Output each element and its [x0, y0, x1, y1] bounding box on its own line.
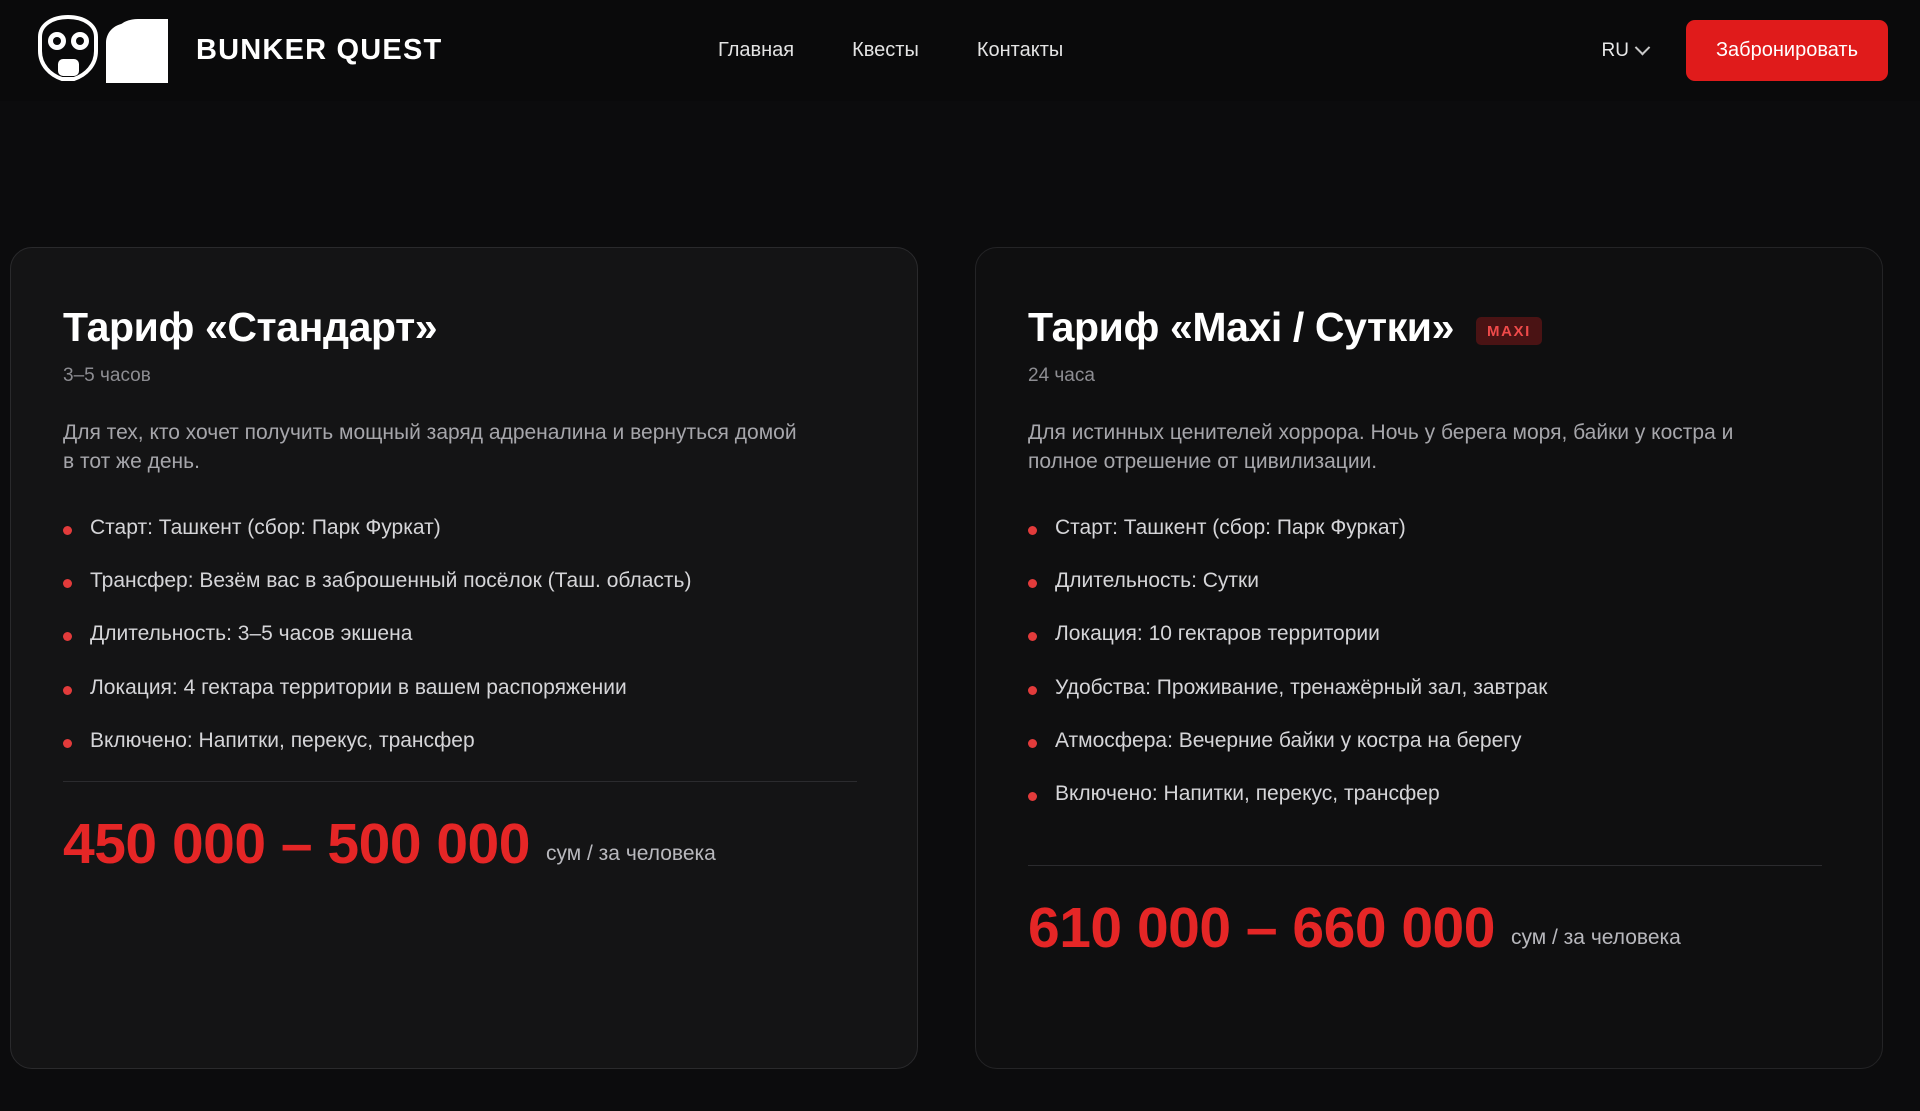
card-description: Для истинных ценителей хоррора. Ночь у берега моря, байки у костра и полное отрешение от цивилизации. — [1028, 421, 1734, 473]
feature-text: Старт: Ташкент (сбор: Парк Фуркат) — [90, 515, 441, 539]
card-header — [1028, 304, 1822, 351]
brand[interactable] — [28, 13, 442, 89]
feature-text: Атмосфера: Вечерние байки у костра на берегу — [1055, 728, 1522, 752]
pricing-card-maxi — [975, 247, 1883, 1069]
pricing-cards — [0, 101, 1920, 1069]
feature-text: Длительность: 3–5 часов экшена — [90, 622, 413, 646]
list-item — [1028, 568, 1822, 594]
card-title: Тариф «Стандарт» — [63, 304, 438, 350]
nav-item-quests[interactable]: Квесты — [852, 39, 919, 61]
bullet-dot-icon — [63, 632, 72, 641]
price-row — [1028, 896, 1822, 961]
feature-text: Удобства: Проживание, тренажёрный зал, завтрак — [1055, 675, 1548, 699]
price-unit: сум / за человека — [1510, 926, 1681, 950]
card-title: Тариф «Maxi / Сутки» — [1028, 304, 1454, 350]
list-item — [1028, 781, 1822, 807]
main-nav — [718, 0, 1063, 101]
feature-text: Локация: 4 гектара территории в вашем распоряжении — [90, 675, 627, 699]
bullet-dot-icon — [63, 739, 72, 748]
status-badge: MAXI — [1476, 317, 1542, 345]
list-item — [63, 621, 857, 647]
price-row — [63, 812, 857, 877]
bullet-dot-icon — [1028, 686, 1037, 695]
language-switcher[interactable] — [1602, 40, 1648, 62]
list-item — [1028, 675, 1822, 701]
language-label: RU — [1601, 39, 1629, 61]
list-item — [1028, 621, 1822, 647]
bullet-dot-icon — [1028, 792, 1037, 801]
card-description: Для тех, кто хочет получить мощный заряд адреналина и вернуться домой в тот же день. — [63, 421, 797, 473]
list-item — [63, 675, 857, 701]
feature-list — [63, 515, 857, 754]
feature-text: Включено: Напитки, перекус, трансфер — [90, 728, 475, 752]
nav-item-home[interactable]: Главная — [718, 39, 795, 61]
feature-text: Локация: 10 гектаров территории — [1055, 622, 1380, 646]
price-value: 450 000 – 500 000 — [63, 812, 530, 877]
bullet-dot-icon — [1028, 739, 1037, 748]
nav-item-contacts[interactable]: Контакты — [976, 39, 1064, 61]
book-button[interactable]: Забронировать — [1686, 20, 1888, 81]
card-duration: 3–5 часов — [63, 365, 151, 386]
price-unit: сум / за человека — [545, 842, 716, 866]
gas-mask-bunker-icon — [28, 13, 180, 89]
bullet-dot-icon — [63, 579, 72, 588]
list-item — [1028, 728, 1822, 754]
feature-text: Включено: Напитки, перекус, трансфер — [1055, 782, 1440, 806]
card-header — [63, 304, 857, 351]
card-duration: 24 часа — [1028, 365, 1095, 386]
price-value: 610 000 – 660 000 — [1028, 896, 1495, 961]
feature-list — [1028, 515, 1822, 808]
bullet-dot-icon — [1028, 579, 1037, 588]
pricing-card-standard — [10, 247, 918, 1069]
feature-text: Старт: Ташкент (сбор: Парк Фуркат) — [1055, 515, 1406, 539]
header-actions — [1602, 20, 1888, 81]
list-item — [63, 728, 857, 754]
bullet-dot-icon — [1028, 526, 1037, 535]
list-item — [63, 568, 857, 594]
list-item — [63, 515, 857, 541]
brand-name: BUNKER QUEST — [196, 34, 443, 66]
site-header — [0, 0, 1920, 101]
feature-text: Трансфер: Везём вас в заброшенный посёлок (Таш. область) — [90, 569, 692, 593]
bullet-dot-icon — [63, 686, 72, 695]
bullet-dot-icon — [63, 526, 72, 535]
chevron-down-icon — [1635, 40, 1651, 56]
divider — [63, 781, 857, 782]
bullet-dot-icon — [1028, 632, 1037, 641]
list-item — [1028, 515, 1822, 541]
feature-text: Длительность: Сутки — [1055, 569, 1259, 593]
divider — [1028, 865, 1822, 866]
